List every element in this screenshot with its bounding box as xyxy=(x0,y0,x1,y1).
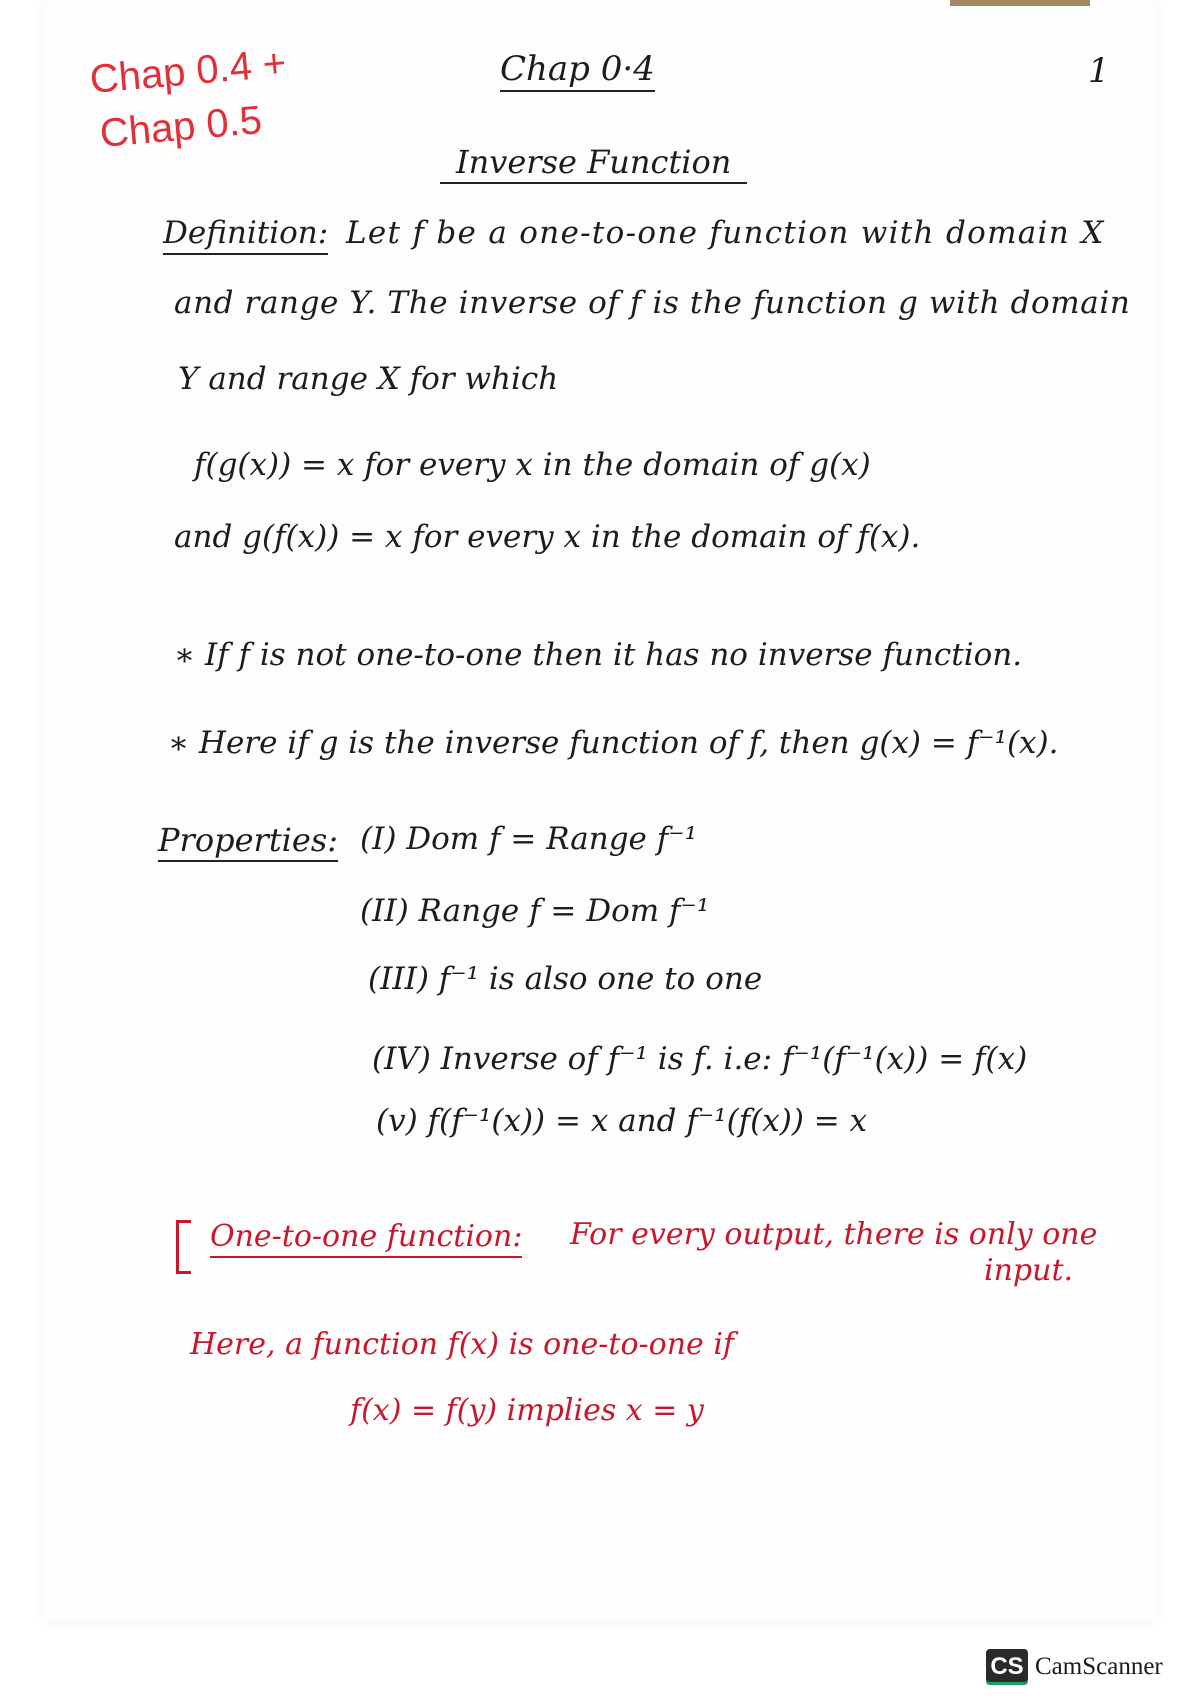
property-item-5: (v) f(f⁻¹(x)) = x and f⁻¹(f(x)) = x xyxy=(376,1103,868,1139)
annotation-chap-0-5: Chap 0.5 xyxy=(98,98,264,157)
property-item-3: (III) f⁻¹ is also one to one xyxy=(368,961,763,997)
one-to-one-definition: For every output, there is only one xyxy=(570,1217,1098,1252)
properties-label: Properties: xyxy=(158,824,338,862)
definition-equation-2: and g(f(x)) = x for every x in the domain of f(x). xyxy=(174,519,921,555)
definition-label: Definition: xyxy=(163,218,328,255)
definition-equation-1: f(g(x)) = x for every x in the domain of g(x) xyxy=(194,447,871,483)
definition-line-2: and range Y. The inverse of f is the function g with domain xyxy=(174,285,1131,321)
one-to-one-definition-cont: input. xyxy=(984,1253,1074,1288)
one-to-one-label: One-to-one function: xyxy=(210,1222,522,1258)
note-not-one-to-one: ∗ If f is not one-to-one then it has no inverse function. xyxy=(174,637,1023,673)
camscanner-wordmark: CamScanner xyxy=(1035,1653,1163,1680)
scan-edge-mark xyxy=(950,0,1090,6)
definition-line-1: Let f be a one-to-one function with domain X xyxy=(346,215,1105,251)
camscanner-logo: CS xyxy=(986,1649,1028,1685)
property-item-1: (I) Dom f = Range f⁻¹ xyxy=(360,821,698,857)
property-item-4: (IV) Inverse of f⁻¹ is f. i.e: f⁻¹(f⁻¹(x)) = f(x) xyxy=(372,1041,1028,1077)
one-to-one-implication: f(x) = f(y) implies x = y xyxy=(350,1393,704,1428)
annotation-chap-0-4: Chap 0.4 + xyxy=(88,41,288,103)
property-item-2: (II) Range f = Dom f⁻¹ xyxy=(360,893,710,929)
page-number: 1 xyxy=(1088,51,1110,91)
page-title: Inverse Function xyxy=(440,146,747,184)
definition-line-3: Y and range X for which xyxy=(178,361,559,397)
chapter-heading: Chap 0·4 xyxy=(500,52,655,92)
note-inverse-notation: ∗ Here if g is the inverse function of f, then g(x) = f⁻¹(x). xyxy=(168,725,1059,761)
one-to-one-condition: Here, a function f(x) is one-to-one if xyxy=(190,1327,735,1362)
red-bracket xyxy=(176,1220,191,1274)
